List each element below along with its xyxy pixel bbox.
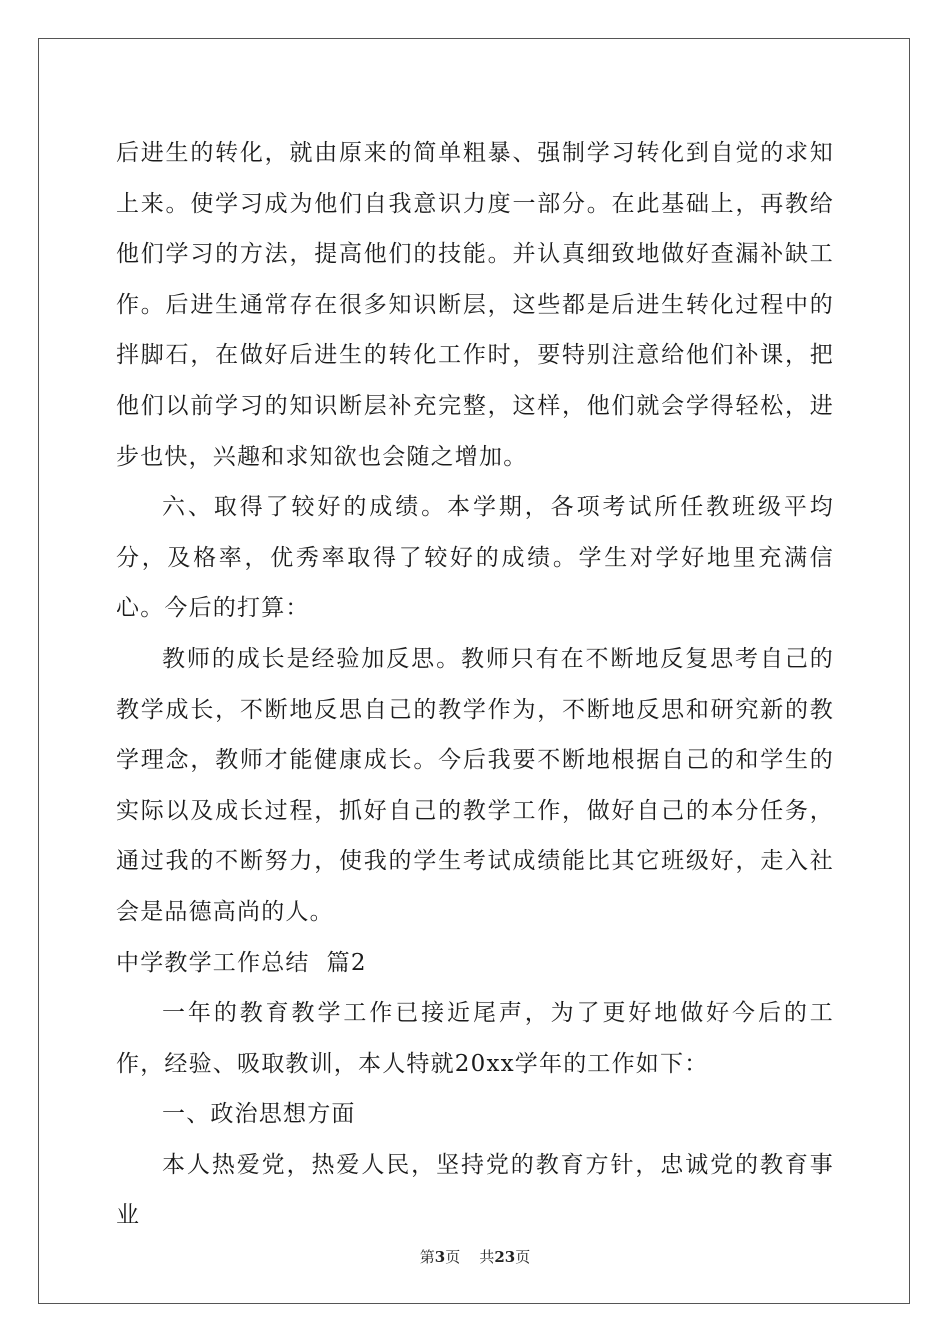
footer-prefix: 第: [419, 1248, 435, 1266]
footer-total-suffix: 页: [515, 1248, 531, 1266]
footer-current-page: 3: [434, 1248, 446, 1266]
page-footer: [0, 1246, 950, 1267]
footer-total-pages: 23: [494, 1248, 516, 1266]
paragraph-3: 教师的成长是经验加反思。教师只有在不断地反复思考自己的教学成长，不断地反思自己的教学作为，不断地反思和研究新的教学理念，教师才能健康成长。今后我要不断地根据自己的和学生的实际以及成长过程，抓好自己的教学工作，做好自己的本分任务，通过我的不断努力，使我的学生考试成绩能比其它班级好，走入社会是品德高尚的人。: [116, 645, 834, 925]
paragraph-2: 六、取得了较好的成绩。本学期，各项考试所任教班级平均分，及格率，优秀率取得了较好的成绩。学生对学好地里充满信心。今后的打算：: [116, 494, 834, 622]
footer-page-suffix: 页: [445, 1248, 461, 1266]
section-heading: 中学教学工作总结 篇2: [116, 949, 367, 976]
section-paragraph-3: 本人热爱党，热爱人民，坚持党的教育方针，忠诚党的教育事业: [116, 1151, 834, 1229]
section-paragraph-2: 一、政治思想方面: [162, 1101, 356, 1128]
footer-total-prefix: 共: [479, 1248, 495, 1266]
paragraph-1: 后进生的转化，就由原来的简单粗暴、强制学习转化到自觉的求知上来。使学习成为他们自我意识力度一部分。在此基础上，再教给他们学习的方法，提高他们的技能。并认真细致地做好查漏补缺工作。后进生通常存在很多知识断层，这些都是后进生转化过程中的拌脚石，在做好后进生的转化工作时，要特别注意给他们补课，把他们以前学习的知识断层补充完整，这样，他们就会学得轻松，进步也快，兴趣和求知欲也会随之增加。: [116, 140, 834, 470]
document-body: [116, 128, 834, 1241]
section-paragraph-1: 一年的教育教学工作已接近尾声，为了更好地做好今后的工作，经验、吸取教训，本人特就20xx学年的工作如下：: [116, 1000, 834, 1077]
